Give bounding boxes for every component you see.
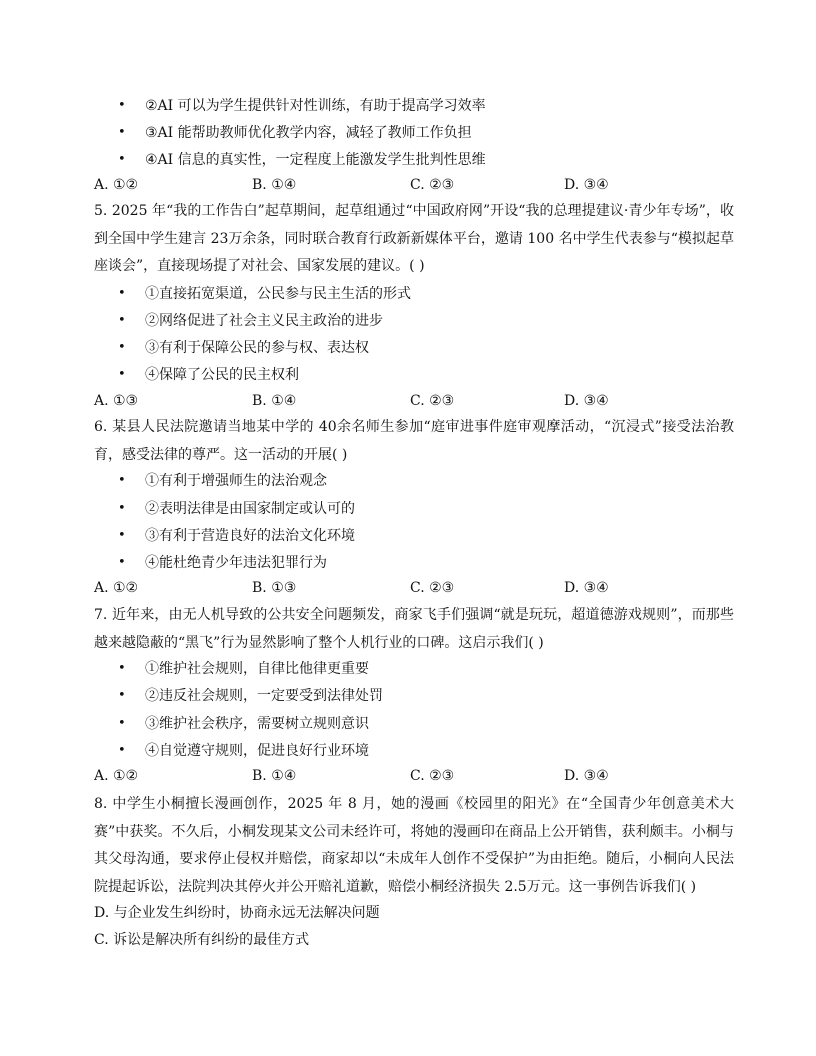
- option-c[interactable]: C. ②③: [410, 580, 455, 596]
- option-b[interactable]: B. ①④: [252, 768, 297, 784]
- q6-item-3: [118, 524, 718, 546]
- q8-option-c[interactable]: C. 诉讼是解决所有纠纷的最佳方式: [94, 932, 310, 948]
- q7-item-3: [118, 712, 718, 734]
- q4-item-2: [118, 94, 718, 116]
- bullet-icon: •: [118, 687, 126, 703]
- q5-item-text: ②网络促进了社会主义民主政治的进步: [145, 313, 383, 329]
- option-b[interactable]: B. ①③: [252, 580, 297, 596]
- option-c[interactable]: C. ②③: [410, 177, 455, 193]
- q6-item-4: [118, 551, 718, 573]
- q4-options: [94, 174, 734, 196]
- bullet-icon: •: [118, 285, 126, 301]
- bullet-icon: •: [118, 660, 126, 676]
- q7-stem: 7. 近年来，由无人机导致的公共安全问题频发，商家飞手们强调“就是玩玩，超道德游戏规则”，而那些越来越隐蔽的“黑飞”行为显然影响了整个人机行业的口碑。这启示我们( ): [94, 607, 734, 651]
- option-d[interactable]: D. ③④: [564, 393, 609, 409]
- option-c[interactable]: C. ②③: [410, 768, 455, 784]
- q6-item-text: ②表明法律是由国家制定或认可的: [145, 501, 355, 517]
- option-d[interactable]: D. ③④: [564, 177, 609, 193]
- q7-item-text: ④自觉遵守规则，促进良好行业环境: [145, 743, 369, 759]
- q5-item-3: [118, 336, 718, 358]
- option-b[interactable]: B. ①④: [252, 177, 297, 193]
- q4-item-text: ②AI 可以为学生提供针对性训练，有助于提高学习效率: [145, 98, 486, 114]
- q7-item-text: ①维护社会规则，自律比他律更重要: [145, 661, 369, 677]
- q4-item-text: ④AI 信息的真实性，一定程度上能激发学生批判性思维: [145, 152, 486, 168]
- q6-item-text: ③有利于营造良好的法治文化环境: [145, 528, 355, 544]
- q6-item-1: [118, 469, 718, 491]
- q4-item-text: ③AI 能帮助教师优化教学内容，减轻了教师工作负担: [145, 125, 472, 141]
- q8-option-d[interactable]: D. 与企业发生纠纷时，协商永远无法解决问题: [94, 905, 380, 921]
- bullet-icon: •: [118, 339, 126, 355]
- q6-item-text: ①有利于增强师生的法治观念: [145, 473, 327, 489]
- q7-item-1: [118, 657, 718, 679]
- q7-item-text: ③维护社会秩序，需要树立规则意识: [145, 716, 369, 732]
- q4-item-3: [118, 121, 718, 143]
- bullet-icon: •: [118, 715, 126, 731]
- option-b[interactable]: B. ①④: [252, 393, 297, 409]
- bullet-icon: •: [118, 554, 126, 570]
- q5-item-text: ①直接拓宽渠道，公民参与民主生活的形式: [145, 286, 411, 302]
- q6-stem: 6. 某县人民法院邀请当地某中学的 40余名师生参加“庭审进事件庭审观摩活动，“沉浸式”接受法治教育，感受法律的尊严。这一活动的开展( ): [94, 419, 734, 463]
- bullet-icon: •: [118, 527, 126, 543]
- bullet-icon: •: [118, 472, 126, 488]
- q7-item-4: [118, 739, 718, 761]
- option-a[interactable]: A. ①②: [94, 580, 139, 596]
- q7-options: [94, 765, 734, 787]
- bullet-icon: •: [118, 97, 126, 113]
- q5-item-4: [118, 363, 718, 385]
- option-d[interactable]: D. ③④: [564, 768, 609, 784]
- q5-item-text: ③有利于保障公民的参与权、表达权: [145, 340, 369, 356]
- q7-item-2: [118, 684, 718, 706]
- option-a[interactable]: A. ①②: [94, 177, 139, 193]
- q5-stem: 5. 2025 年“我的工作告白”起草期间，起草组通过“中国政府网”开设“我的总理提建议·青少年专场”，收到全国中学生建言 23万余条，同时联合教育行政新新媒体平台，邀请 100 名中学生代表参与“模拟起草座谈会”，直接现场提了对社会、国家发展的建议。( ): [94, 203, 734, 274]
- bullet-icon: •: [118, 151, 126, 167]
- option-c[interactable]: C. ②③: [410, 393, 455, 409]
- q5-item-text: ④保障了公民的民主权利: [145, 367, 299, 383]
- q7-item-text: ②违反社会规则，一定要受到法律处罚: [145, 688, 383, 704]
- q6-item-2: [118, 497, 718, 519]
- q5-item-2: [118, 309, 718, 331]
- q5-options: [94, 390, 734, 412]
- q4-item-4: [118, 148, 718, 170]
- q8-stem: 8. 中学生小桐擅长漫画创作，2025 年 8 月，她的漫画《校园里的阳光》在“全国青少年创意美术大赛”中获奖。不久后，小桐发现某文公司未经许可，将她的漫画印在商品上公开销售，获利颇丰。小桐与其父母沟通，要求停止侵权并赔偿，商家却以“未成年人创作不受保护”为由拒绝。随后，小桐向人民法院提起诉讼，法院判决其停火并公开赔礼道歉，赔偿小桐经济损失 2.5万元。这一事例告诉我们( ): [94, 796, 734, 895]
- q6-options: [94, 577, 734, 599]
- option-a[interactable]: A. ①②: [94, 768, 139, 784]
- option-a[interactable]: A. ①③: [94, 393, 139, 409]
- bullet-icon: •: [118, 366, 126, 382]
- bullet-icon: •: [118, 500, 126, 516]
- bullet-icon: •: [118, 742, 126, 758]
- bullet-icon: •: [118, 124, 126, 140]
- q5-item-1: [118, 282, 718, 304]
- option-d[interactable]: D. ③④: [564, 580, 609, 596]
- bullet-icon: •: [118, 312, 126, 328]
- q6-item-text: ④能杜绝青少年违法犯罪行为: [145, 555, 327, 571]
